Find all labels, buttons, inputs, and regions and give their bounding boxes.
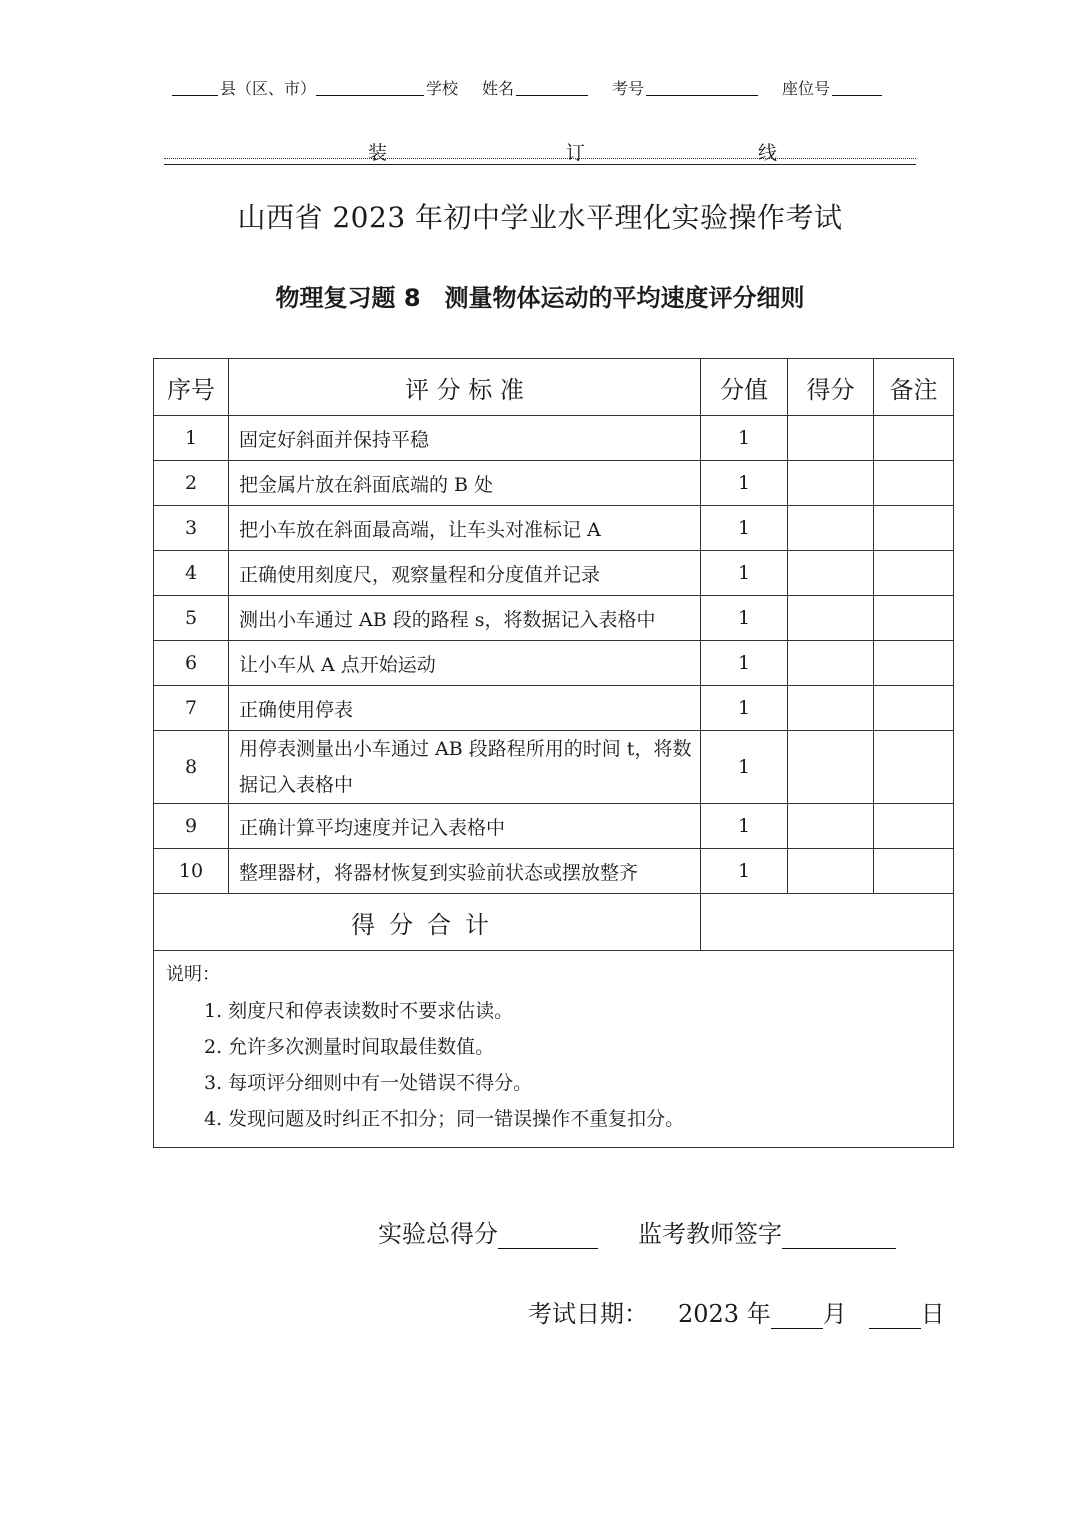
note-item: 1. 刻度尺和停表读数时不要求估读。 xyxy=(204,1000,514,1022)
row-points: 1 xyxy=(701,506,788,551)
row-criterion: 正确使用刻度尺，观察量程和分度值并记录 xyxy=(229,551,701,596)
row-no: 1 xyxy=(154,416,229,461)
row-points: 1 xyxy=(701,686,788,731)
row-remarks-cell[interactable] xyxy=(874,731,954,804)
table-row xyxy=(154,506,954,551)
binding-char-1: 装 xyxy=(368,142,388,164)
note-item: 4. 发现问题及时纠正不扣分；同一错误操作不重复扣分。 xyxy=(204,1108,685,1130)
name-label: 姓名 xyxy=(482,79,515,98)
row-score-cell[interactable] xyxy=(788,686,874,731)
table-row xyxy=(154,804,954,849)
col-header-score: 得分 xyxy=(788,359,874,416)
date-year: 2023 年 xyxy=(678,1300,771,1328)
teacher-sign-label: 监考教师签字 xyxy=(638,1220,782,1248)
row-score-cell[interactable] xyxy=(788,506,874,551)
school-label: 学校 xyxy=(426,79,459,98)
total-row xyxy=(154,894,954,951)
row-remarks-cell[interactable] xyxy=(874,416,954,461)
row-score-cell[interactable] xyxy=(788,551,874,596)
row-criterion: 把金属片放在斜面底端的 B 处 xyxy=(229,461,701,506)
row-points: 1 xyxy=(701,551,788,596)
solid-rule xyxy=(164,164,916,165)
date-month: 月 xyxy=(822,1300,847,1328)
row-points: 1 xyxy=(701,416,788,461)
seat-blank[interactable] xyxy=(832,95,882,96)
exam-no-label: 考号 xyxy=(612,79,645,98)
table-row xyxy=(154,641,954,686)
row-points: 1 xyxy=(701,804,788,849)
col-header-remarks: 备注 xyxy=(874,359,954,416)
row-remarks-cell[interactable] xyxy=(874,804,954,849)
row-criterion: 测出小车通过 AB 段的路程 s，将数据记入表格中 xyxy=(229,596,701,641)
row-points: 1 xyxy=(701,641,788,686)
row-no: 7 xyxy=(154,686,229,731)
page-title: 山西省 2023 年初中学业水平理化实验操作考试 xyxy=(237,201,843,234)
row-score-cell[interactable] xyxy=(788,849,874,894)
row-points: 1 xyxy=(701,849,788,894)
date-label: 考试日期： xyxy=(528,1300,648,1328)
row-remarks-cell[interactable] xyxy=(874,849,954,894)
month-blank[interactable] xyxy=(771,1302,823,1329)
binding-char-2: 订 xyxy=(566,142,586,164)
total-score-cell[interactable] xyxy=(701,894,954,951)
exam-date-line xyxy=(528,1294,945,1329)
row-remarks-cell[interactable] xyxy=(874,551,954,596)
row-score-cell[interactable] xyxy=(788,641,874,686)
row-score-cell[interactable] xyxy=(788,416,874,461)
county-label: 县（区、市） xyxy=(220,79,317,98)
notes-row xyxy=(154,951,954,1148)
row-criterion: 用停表测量出小车通过 AB 段路程所用的时间 t，将数据记入表格中 xyxy=(229,731,701,804)
row-no: 3 xyxy=(154,506,229,551)
table-row xyxy=(154,849,954,894)
note-item: 2. 允许多次测量时间取最佳数值。 xyxy=(204,1036,495,1058)
row-no: 6 xyxy=(154,641,229,686)
candidate-info-line xyxy=(170,76,910,100)
day-blank[interactable] xyxy=(869,1302,921,1329)
notes-cell xyxy=(154,951,954,1148)
col-header-points: 分值 xyxy=(701,359,788,416)
row-criterion: 让小车从 A 点开始运动 xyxy=(229,641,701,686)
table-row xyxy=(154,596,954,641)
row-remarks-cell[interactable] xyxy=(874,641,954,686)
row-no: 2 xyxy=(154,461,229,506)
row-score-cell[interactable] xyxy=(788,804,874,849)
exam-no-blank[interactable] xyxy=(646,95,758,96)
row-score-cell[interactable] xyxy=(788,596,874,641)
table-header-row xyxy=(154,359,954,416)
col-header-no: 序号 xyxy=(154,359,229,416)
notes-title: 说明： xyxy=(166,964,220,985)
row-no: 4 xyxy=(154,551,229,596)
table-row xyxy=(154,551,954,596)
row-no: 5 xyxy=(154,596,229,641)
total-score-blank[interactable] xyxy=(498,1222,598,1249)
binding-char-3: 线 xyxy=(758,142,778,164)
row-no: 10 xyxy=(154,849,229,894)
row-points: 1 xyxy=(701,461,788,506)
name-blank[interactable] xyxy=(516,95,588,96)
row-points: 1 xyxy=(701,731,788,804)
total-score-label: 实验总得分 xyxy=(378,1220,498,1248)
row-remarks-cell[interactable] xyxy=(874,461,954,506)
teacher-sign-blank[interactable] xyxy=(782,1222,896,1249)
row-criterion: 把小车放在斜面最高端，让车头对准标记 A xyxy=(229,506,701,551)
table-row xyxy=(154,461,954,506)
table-row xyxy=(154,731,954,804)
row-criterion: 正确使用停表 xyxy=(229,686,701,731)
seat-label: 座位号 xyxy=(782,79,831,98)
dotted-rule xyxy=(164,158,916,159)
note-item: 3. 每项评分细则中有一处错误不得分。 xyxy=(204,1072,533,1094)
total-label: 得分合计 xyxy=(154,894,701,951)
row-score-cell[interactable] xyxy=(788,731,874,804)
row-remarks-cell[interactable] xyxy=(874,596,954,641)
signature-line xyxy=(378,1214,896,1249)
row-no: 9 xyxy=(154,804,229,849)
col-header-criterion: 评 分 标 准 xyxy=(229,359,701,416)
table-row xyxy=(154,416,954,461)
county-blank[interactable] xyxy=(172,95,218,96)
row-criterion: 固定好斜面并保持平稳 xyxy=(229,416,701,461)
row-no: 8 xyxy=(154,731,229,804)
row-remarks-cell[interactable] xyxy=(874,506,954,551)
table-row xyxy=(154,686,954,731)
row-remarks-cell[interactable] xyxy=(874,686,954,731)
page-subtitle: 物理复习题 8 测量物体运动的平均速度评分细则 xyxy=(275,284,805,312)
row-score-cell[interactable] xyxy=(788,461,874,506)
scoring-table xyxy=(153,358,954,1148)
date-day: 日 xyxy=(920,1300,945,1328)
binding-line xyxy=(164,138,916,168)
row-criterion: 整理器材，将器材恢复到实验前状态或摆放整齐 xyxy=(229,849,701,894)
row-criterion: 正确计算平均速度并记入表格中 xyxy=(229,804,701,849)
row-points: 1 xyxy=(701,596,788,641)
school-blank[interactable] xyxy=(316,95,424,96)
